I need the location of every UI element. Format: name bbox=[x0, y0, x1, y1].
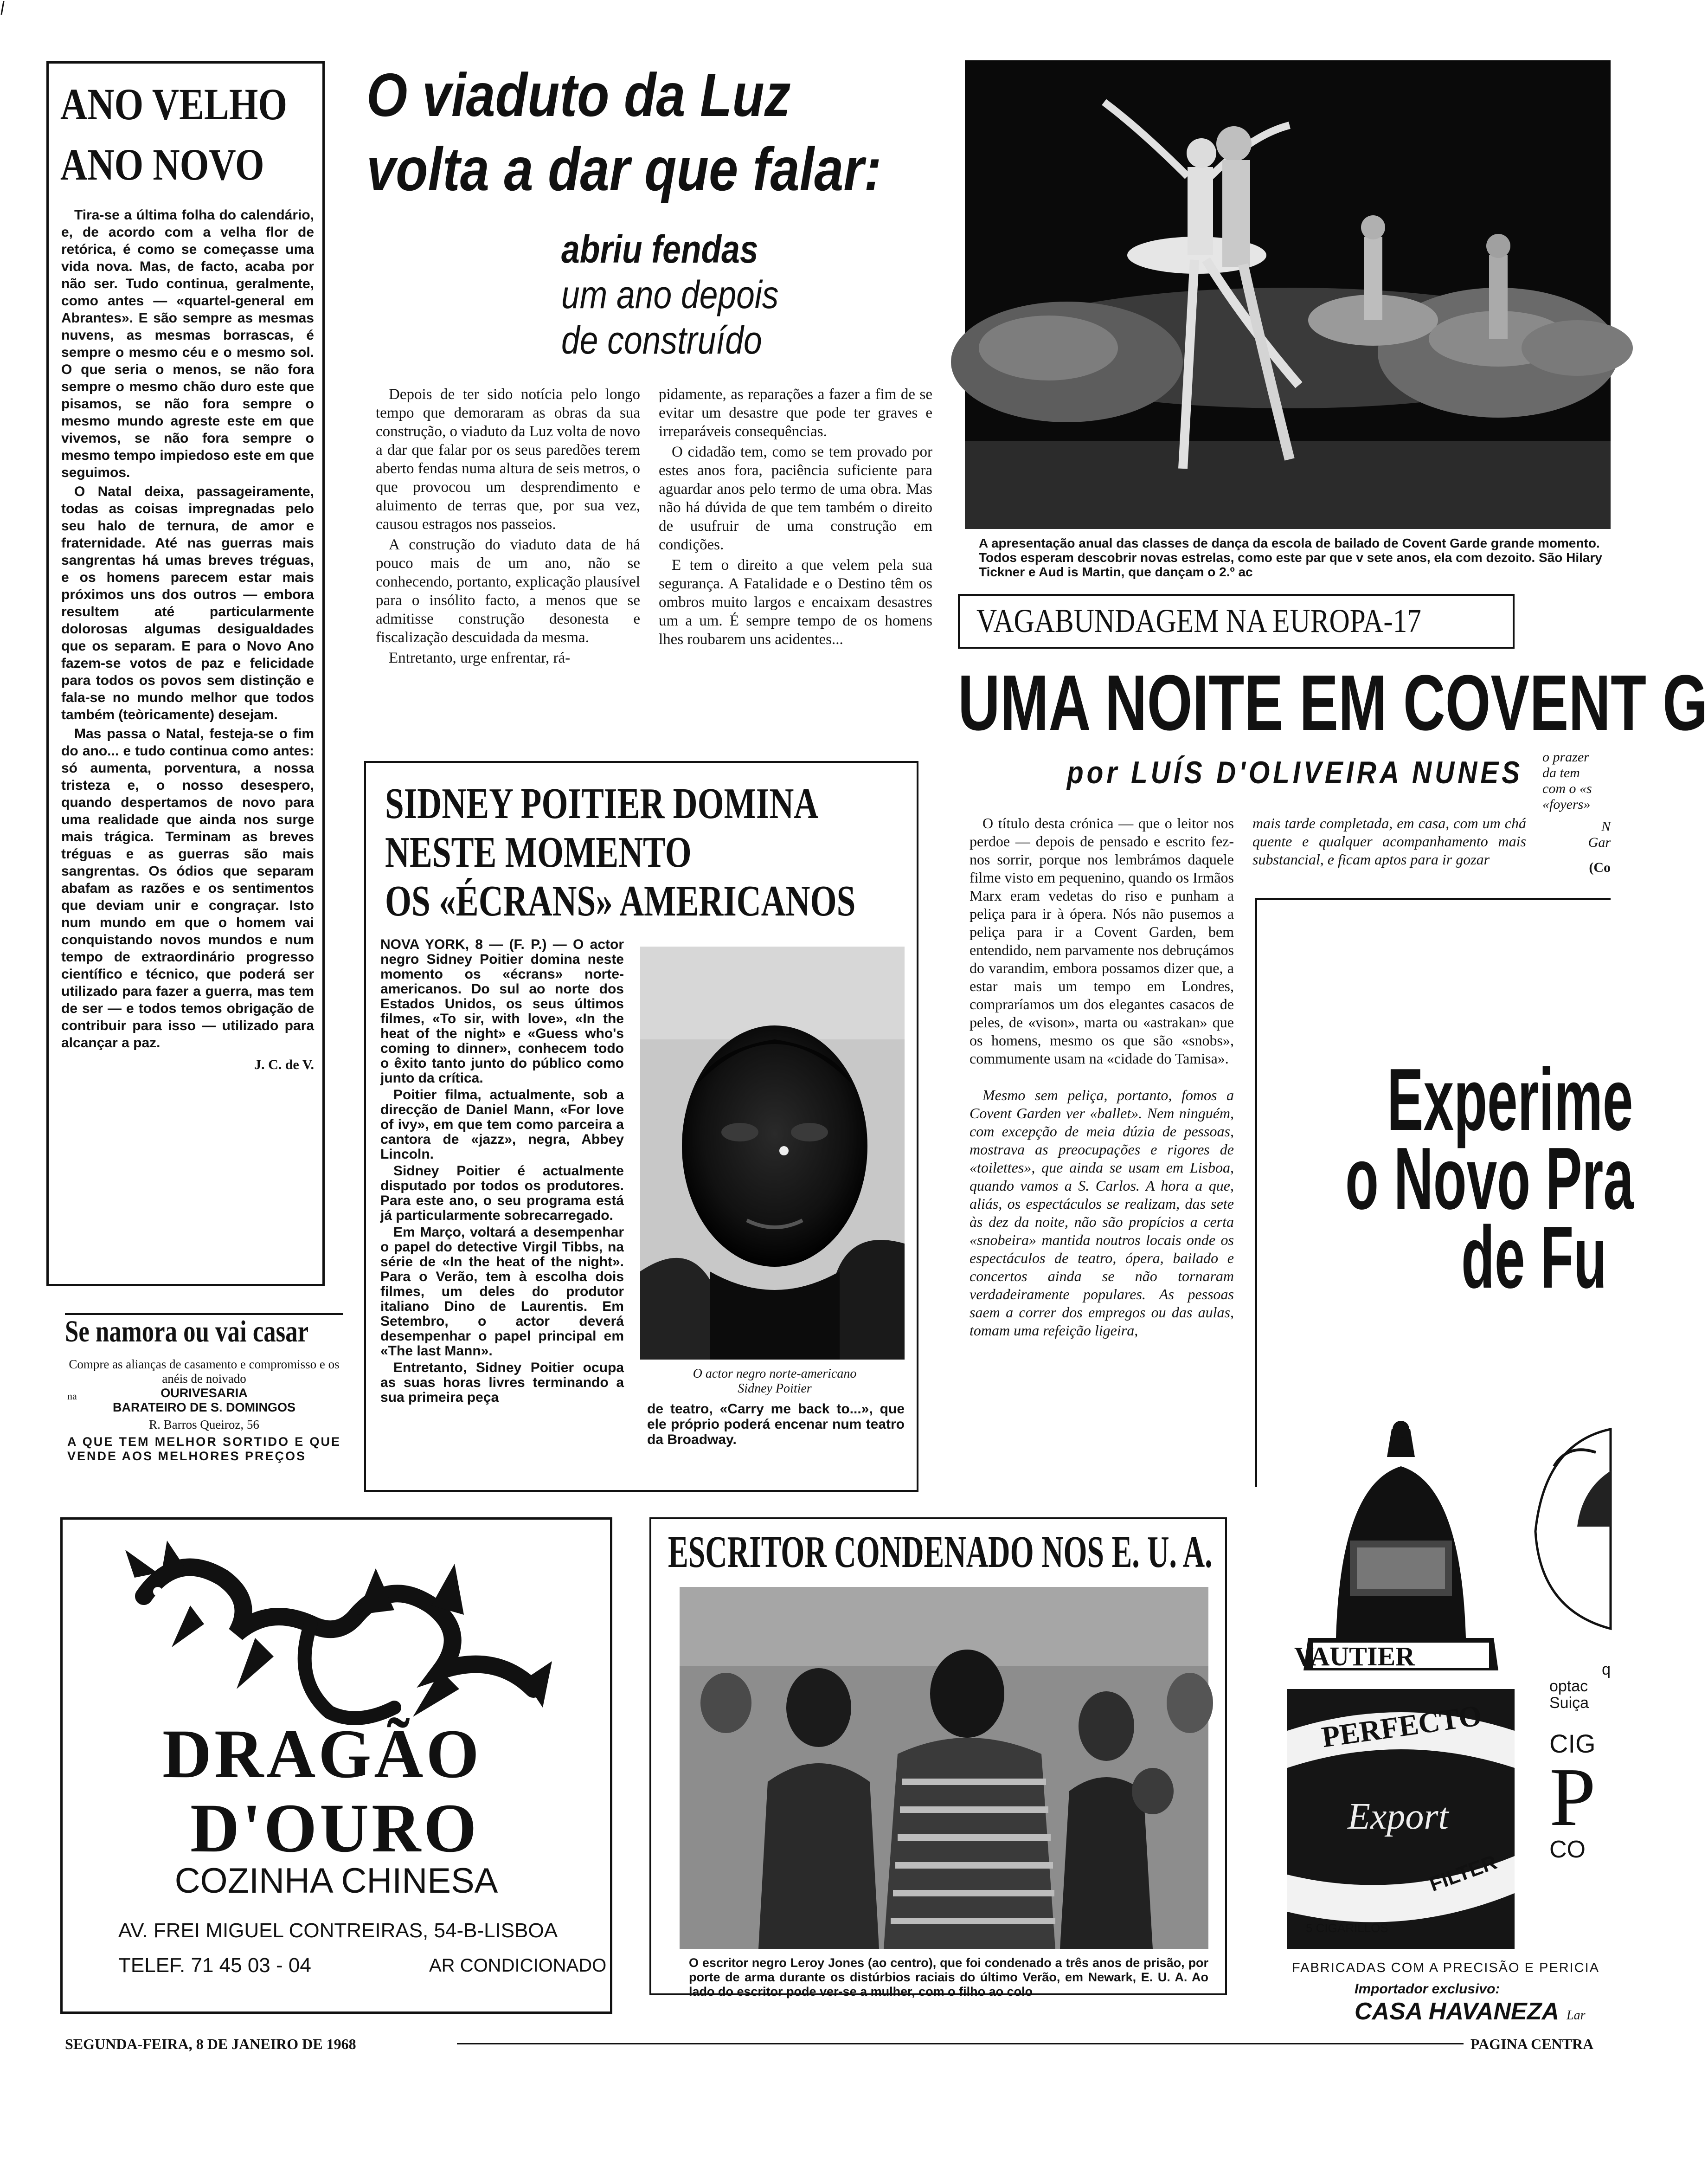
editorial-body bbox=[61, 206, 314, 1075]
covent-col1-p1: O título desta crónica — que o leitor nos perdoe — depois de pensado e escrito fez-nos sorrir, porque nos lembrámos daquele filme visto em pequenino, quando os Irmãos Marx eram vedetas do riso e punham a peliça para ir à ópera. Nós não pusemos a peliça para ir a Covent Garden, bem entendido, nem parvamente nos debruçámos do varandim, embora possamos dizer que, a estar mais um tempo em Londres, compraríamos um dos elegantes casacos de peles, de «vison», marta ou «astrakan» que os homens, mesmo os que são «snobs», commumente usam na «cidade do Tamisa». bbox=[970, 815, 1234, 1067]
cigar-ad-side6: CO bbox=[1549, 1836, 1586, 1863]
writer-photo bbox=[680, 1587, 1208, 1949]
jewelry-ad-na: na bbox=[67, 1390, 77, 1402]
cigar-ad-pack-brand: PERFECTO bbox=[1319, 1698, 1484, 1754]
cigar-ad-side bbox=[1549, 1661, 1611, 1863]
cigar-ad-importer-label: Importador exclusivo: bbox=[1355, 1981, 1500, 1997]
jewelry-ad-shop2: BARATEIRO DE S. DOMINGOS bbox=[112, 1400, 296, 1414]
viaduct-col1 bbox=[376, 385, 640, 669]
covent-col1 bbox=[970, 814, 1234, 1341]
cigar-ad-side4: CIG bbox=[1549, 1729, 1596, 1758]
editorial-para2: O Natal deixa, passageiramente, todas as coisas impregnadas pelo seu halo de ternura, de amor e fraternidade. Até nas guerras mais sangrentas há umas breves tréguas, e os homens parecem estar mais próximos uns dos outros — embora resultem até particularmente dolorosas algumas desigualdades que os separam. E para o Novo Ano fazem-se votos de paz e felicidade para todos os povos sem distinção e fala-se no mundo melhor que todos também (teòricamente) desejam. bbox=[61, 484, 314, 722]
cigar-ad-line1: Experime bbox=[1387, 1051, 1633, 1149]
restaurant-ad-name2: D'OURO bbox=[190, 1790, 480, 1867]
editorial-title-line2: ANO NOVO bbox=[60, 140, 264, 189]
corner-mark bbox=[0, 1, 4, 15]
restaurant-ad-address: AV. FREI MIGUEL CONTREIRAS, 54-B-LISBOA bbox=[118, 1919, 558, 1942]
cigar-ad-line3: de Fu bbox=[1461, 1208, 1607, 1307]
jewelry-ad-text bbox=[67, 1357, 341, 1463]
covent-col2 bbox=[1252, 814, 1526, 870]
editorial-title-line1: ANO VELHO bbox=[60, 79, 288, 129]
jewelry-ad-shop1: OURIVESARIA bbox=[161, 1386, 248, 1400]
cigar-ad-frame-left bbox=[1255, 898, 1257, 1487]
restaurant-ad-dragon bbox=[116, 1541, 557, 1735]
footer-date: SEGUNDA-FEIRA, 8 DE JANEIRO DE 1968 bbox=[65, 2036, 356, 2052]
cigar-ad-importer-row bbox=[1355, 1998, 1586, 2025]
covent-series-label: VAGABUNDAGEM NA EUROPA-17 bbox=[976, 602, 1421, 639]
poitier-p6: de teatro, «Carry me back to...», que ele próprio poderá encenar num teatro da Broadway. bbox=[647, 1401, 905, 1447]
poitier-title-line2: NESTE MOMENTO bbox=[385, 828, 692, 877]
viaduct-col2-p2: O cidadão tem, como se tem provado por estes anos fora, paciência suficiente para aguardar anos pelo termo de uma obra. Mas não há dúvida de que tem também o direito de usufruir de uma construção em condições. bbox=[659, 444, 932, 553]
writer-caption: O escritor negro Leroy Jones (ao centro), que foi condenado a três anos de prisão, por porte de arma durante os distúrbios raciais do último Verão, em Newark, E. U. A. Ao lado do escritor pode ver-se a mulher, com o filho ao colo bbox=[689, 1956, 1208, 1998]
viaduct-col1-p1: Depois de ter sido notícia pelo longo tempo que demoraram as obras da sua construção, o viaduto da Luz volta de novo a dar que falar por os seus paredões terem aberto fendas numa altura de seis metros, o que provocou um desprendimento e aluimento de terras que, por sua vez, causou estragos nos passeios. bbox=[376, 386, 641, 533]
covent-col3-l1: o prazer bbox=[1542, 749, 1589, 765]
poitier-p3: Sidney Poitier é actualmente disputado por todos os produtores. Para este ano, o seu programa está já particularmente sobrecarregado. bbox=[380, 1163, 624, 1223]
cigar-ad-pack-script: Export bbox=[1348, 1796, 1449, 1837]
jewelry-ad-address: R. Barros Queiroz, 56 bbox=[149, 1418, 259, 1431]
covent-col2-p1: mais tarde completada, em casa, com um chá quente e qualquer acompanhamento mais substancial, e ficam aptos para ir gozar bbox=[1252, 815, 1526, 868]
poitier-p2: Poitier filma, actualmente, sob a direcção de Daniel Mann, «For love of ivy», em que tem como parceira a cantora de «jazz», negra, Abbey Lincoln. bbox=[380, 1087, 624, 1162]
cigar-ad-frame-top bbox=[1255, 898, 1611, 900]
poitier-p1: NOVA YORK, 8 — (F. P.) — O actor negro Sidney Poitier domina neste momento os «écrans» norte-americanos. Do sul ao norte dos Estados Unidos, os seus últimos filmes, «To sir, with love», «In the heat of the night» e «Guess who's coming to dinner», conhecem todo o êxito tanto junto do público como junto da crítica. bbox=[380, 937, 624, 1086]
cigar-hand-icon bbox=[1526, 1415, 1611, 1638]
restaurant-ad-phone: TELEF. 71 45 03 - 04 bbox=[118, 1954, 311, 1977]
poitier-portrait-illustration bbox=[640, 947, 905, 1360]
viaduct-subtitle-line1: abriu fendas bbox=[561, 227, 758, 271]
editorial-signature: J. C. de V. bbox=[254, 1057, 314, 1072]
viaduct-title-line2: volta a dar que falar: bbox=[366, 135, 882, 203]
poitier-title-line1: SIDNEY POITIER DOMINA bbox=[385, 780, 819, 828]
cigar-ad-side1: q bbox=[1602, 1661, 1611, 1678]
poitier-continuation bbox=[647, 1401, 905, 1449]
viaduct-col2 bbox=[659, 385, 932, 651]
cigar-ad-side5: P bbox=[1549, 1751, 1596, 1843]
covent-col3-l4: «foyers» bbox=[1542, 797, 1591, 812]
cigar-ad-pack bbox=[1287, 1689, 1515, 1949]
restaurant-ad-ac: AR CONDICIONADO bbox=[429, 1955, 607, 1976]
ballet-caption: A apresentação anual das classes de dança da escola de bailado de Covent Garde grande momento. Todos esperam descobrir novas estrelas, como este par que v sete anos, ela com dezoito. São Hilary Tickner e Aud is Martin, que dançam o 2.º ac bbox=[979, 536, 1602, 579]
covent-col3 bbox=[1542, 749, 1611, 876]
cigar-ad-pack-count: 5 CIGARILLOS bbox=[1306, 1921, 1388, 1935]
covent-col3-l3: com o «s bbox=[1542, 781, 1592, 796]
editorial-para3: Mas passa o Natal, festeja-se o fim do ano... e tudo continua como antes: só aumenta, porventura, a nossa tristeza e, o nosso desespero, quando despertamos de novo para uma realidade que ainda nos surge mais trágica. Terminam as breves tréguas e as guerras são mais sangrentas. Os ódios que separam abafam as razões e os sentimentos que deviam unir e congraçar. Isto num mundo em que o homem vai conquistando novos mundos e num tempo de extraordinário progresso científico e técnico, que poderá ser utilizado para fazer a guerra, mas tem de ser — e todos temos obrigação de contribuir para isso — utilizado para alcançar a paz. bbox=[61, 726, 314, 1051]
cigar-ad-cutout bbox=[1526, 1415, 1611, 1638]
viaduct-subtitle-line3: de construído bbox=[561, 318, 762, 362]
cigar-ad-importer: CASA HAVANEZA bbox=[1355, 1998, 1560, 2025]
footer-page: PAGINA CENTRA bbox=[1470, 2036, 1594, 2052]
covent-col3-l2: da tem bbox=[1542, 765, 1580, 780]
viaduct-col1-p3: Entretanto, urge enfrentar, rá- bbox=[389, 650, 571, 666]
ballet-illustration bbox=[965, 60, 1611, 529]
poitier-caption: O actor negro norte-americano Sidney Poitier bbox=[693, 1367, 857, 1396]
restaurant-ad-name1: DRAGÃO bbox=[162, 1715, 482, 1792]
cigar-ad-importer-tail: Lar bbox=[1567, 2008, 1586, 2023]
poitier-text-col bbox=[380, 937, 624, 1407]
jewelry-ad-headline: Se namora ou vai casar bbox=[65, 1315, 309, 1348]
poitier-title-line3: OS «ÉCRANS» AMERICANOS bbox=[385, 877, 856, 925]
poitier-p4: Em Março, voltará a desempenhar o papel do detective Virgil Tibbs, na série de «In the heat of the night». Para o Verão, tem à escolha dois filmes, um deles do produtor italiano Dino de Laurentis. Em Setembro, o actor deverá desempenhar o papel principal em «The last Mann». bbox=[380, 1225, 624, 1359]
poitier-photo bbox=[640, 947, 905, 1360]
cigar-ad-bell bbox=[1280, 1420, 1522, 1680]
dragon-icon bbox=[116, 1541, 557, 1735]
cigar-ad-side3: Suiça bbox=[1549, 1694, 1589, 1712]
covent-col1-p2: Mesmo sem peliça, portanto, fomos a Covent Garden ver «ballet». Nem ninguém, com excepção de meia dúzia de pessoas, mostrava as preocupações e rigores de «toilettes», que ainda se usam em Lisboa, quando vamos a S. Carlos. A hora a que, aliás, os espectáculos se realizam, das sete às dez da noite, não são propícios a certa «snobeira» mantida noutros locais onde os espectáculos de teatro, ópera, bailado e concertos ainda se não tornaram verdadeiramente populares. As pessoas saem a correr dos empregos ou das aulas, tomam uma refeição ligeira, bbox=[970, 1087, 1234, 1339]
viaduct-col1-p2: A construção do viaduto data de há pouco mais de um ano, não se conhecendo, portanto, explicação plausível para o insólito facto, a menos que se admitisse construção desonesta e fiscalização descuidada da mesma. bbox=[376, 536, 640, 646]
viaduct-col2-p3: E tem o direito a que velem pela sua segurança. A Fatalidade e o Destino têm os ombros muito largos e encaixam desastres um a um. É sempre tempo de os homens lhes roubarem uns acidentes... bbox=[659, 557, 932, 648]
bell-icon bbox=[1280, 1420, 1522, 1680]
jewelry-ad-line1: Compre as alianças de casamento e compromisso e os anéis de noivado bbox=[69, 1357, 340, 1386]
cigar-ad-made: FABRICADAS COM A PRECISÃO E PERICIA bbox=[1292, 1960, 1600, 1975]
covent-headline: UMA NOITE EM COVENT G bbox=[958, 659, 1708, 747]
viaduct-title-line1: O viaduto da Luz bbox=[366, 61, 791, 129]
covent-col3-l7: (Co bbox=[1589, 860, 1611, 875]
editorial-para1: Tira-se a última folha do calendário, e, de acordo com a velha flor de retórica, é como se começasse uma vida nova. Mas, de facto, acaba por não ser. Tudo continua, geralmente, como antes — «quartel-general em Abrantes». E são sempre as mesmas nuvens, as mesmas borrascas, é sempre o mesmo céu e o mesmo sol. O que seria o menos, se não fora sempre o mesmo chão duro este que pisamos, se não fora sempre o mesmo mundo agreste este em que vivemos, se não fora sempre o mesmo tempo impiedoso este em que seguimos. bbox=[61, 207, 314, 480]
jewelry-ad-slogan: A QUE TEM MELHOR SORTIDO E QUE VENDE AOS MELHORES PREÇOS bbox=[67, 1435, 341, 1463]
ballet-photo bbox=[965, 60, 1611, 529]
covent-byline: por LUÍS D'OLIVEIRA NUNES bbox=[1067, 755, 1523, 790]
viaduct-subtitle-line2: um ano depois bbox=[561, 273, 779, 316]
cigar-ad-side2: optac bbox=[1549, 1677, 1588, 1695]
viaduct-col2-p1: pidamente, as reparações a fazer a fim de se evitar um desastre que pode ter graves e irreparáveis consequências. bbox=[659, 386, 932, 440]
covent-col3-l5: N bbox=[1601, 819, 1611, 834]
cigar-ad-line2: o Novo Pra bbox=[1345, 1129, 1634, 1228]
restaurant-ad-cuisine: COZINHA CHINESA bbox=[174, 1861, 498, 1901]
covent-col3-l6: Gar bbox=[1588, 835, 1611, 850]
writer-headline: ESCRITOR CONDENADO NOS E. U. A. bbox=[668, 1527, 1213, 1577]
cigar-ad-pack-filter: FILTER bbox=[1426, 1850, 1500, 1896]
poitier-p5: Entretanto, Sidney Poitier ocupa as suas horas livres terminando a sua primeira peça bbox=[380, 1360, 624, 1405]
cigar-ad-bell-brand: VAUTIER bbox=[1294, 1641, 1415, 1671]
writer-illustration bbox=[680, 1587, 1208, 1949]
footer-rule bbox=[457, 2043, 1464, 2044]
